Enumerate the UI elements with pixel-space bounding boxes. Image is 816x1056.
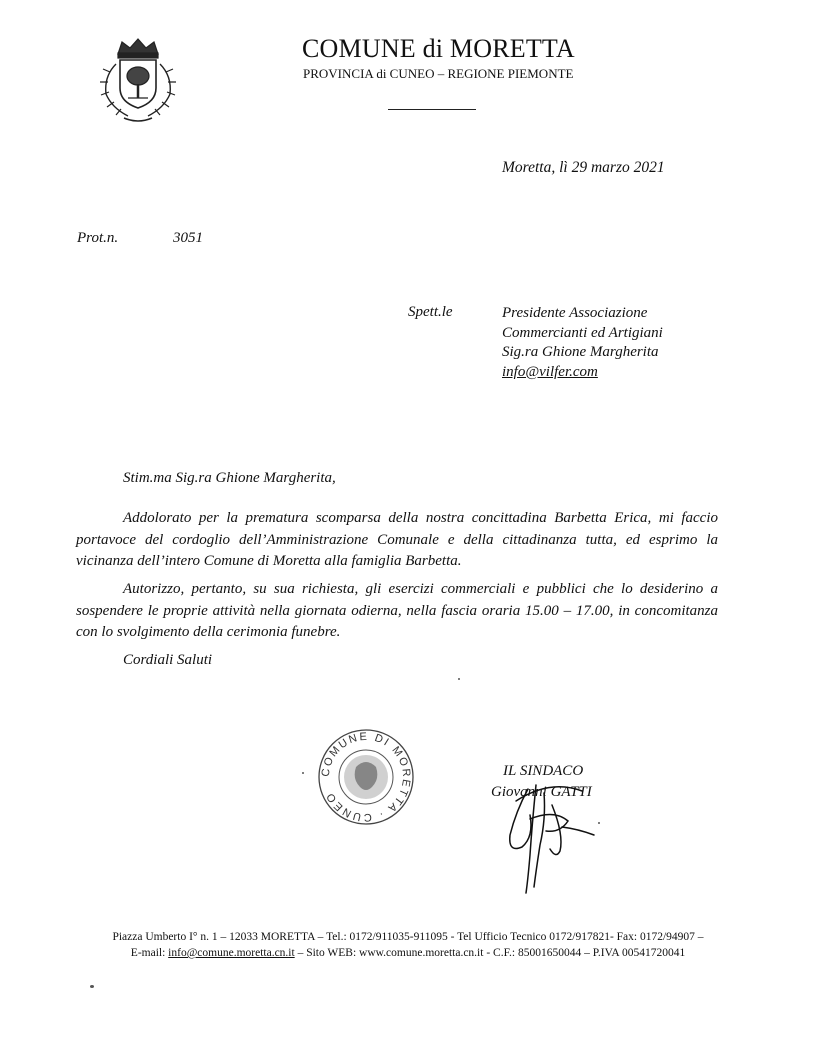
recipient-line: Commercianti ed Artigiani: [502, 324, 663, 341]
signer-title: IL SINDACO: [503, 763, 584, 779]
stamp-text: COMUNE DI MORETTA · CUNEO: [319, 730, 413, 824]
page-subtitle: PROVINCIA di CUNEO – REGIONE PIEMONTE: [303, 66, 574, 81]
footer-email-link[interactable]: info@comune.moretta.cn.it: [168, 947, 295, 959]
recipient-address: [502, 304, 663, 382]
body-paragraph: Autorizzo, pertanto, su sua richiesta, gli esercizi commerciali e pubblici che lo desiderino a sospendere le proprie attività nella giornata odierna, nella fascia oraria 15.00 – 17.00, in concomitanza con lo svolgimento della cerimonia funebre.: [76, 581, 718, 640]
scan-speck: [302, 772, 304, 774]
recipient-salutation: Spett.le: [408, 304, 453, 320]
recipient-email-link[interactable]: info@vilfer.com: [502, 363, 598, 380]
official-stamp-icon: [316, 727, 416, 827]
recipient-line: Sig.ra Ghione Margherita: [502, 344, 659, 360]
scan-speck: [458, 678, 460, 680]
letter-greeting: Stim.ma Sig.ra Ghione Margherita,: [123, 470, 336, 486]
protocol-number: 3051: [173, 230, 203, 246]
page-title: COMUNE di MORETTA: [302, 34, 575, 63]
signer-name: Giovanni GATTI: [491, 784, 592, 800]
municipal-crest-icon: [88, 36, 188, 128]
letter-date: Moretta, lì 29 marzo 2021: [502, 159, 665, 176]
footer-address-line: Piazza Umberto I° n. 1 – 12033 MORETTA – Tel.: 0172/911035-911095 - Tel Ufficio Tecnico 0172/917821- Fax: 0172/94907 –: [112, 931, 704, 943]
body-paragraph: Addolorato per la prematura scomparsa della nostra concittadina Barbetta Erica, mi faccio portavoce del cordoglio dell’Amministrazione Comunale e della cittadinanza tutta, ed esprimo la vicinanza dell’intero Comune di Moretta alla famiglia Barbetta.: [76, 510, 718, 569]
protocol-label: Prot.n.: [77, 230, 119, 246]
recipient-line: Presidente Associazione: [502, 305, 648, 321]
letter-footer: [60, 929, 756, 961]
scan-speck: [90, 985, 94, 988]
header-divider: [388, 109, 476, 110]
handwritten-signature: [490, 775, 610, 897]
footer-web-and-tax: – Sito WEB: www.comune.moretta.cn.it - C.F.: 85001650044 – P.IVA 00541720041: [294, 947, 686, 959]
scan-speck: [598, 822, 600, 824]
footer-email-prefix: E-mail:: [130, 947, 169, 959]
footer-contact-line: [60, 945, 756, 961]
letter-closing: Cordiali Saluti: [123, 652, 213, 668]
